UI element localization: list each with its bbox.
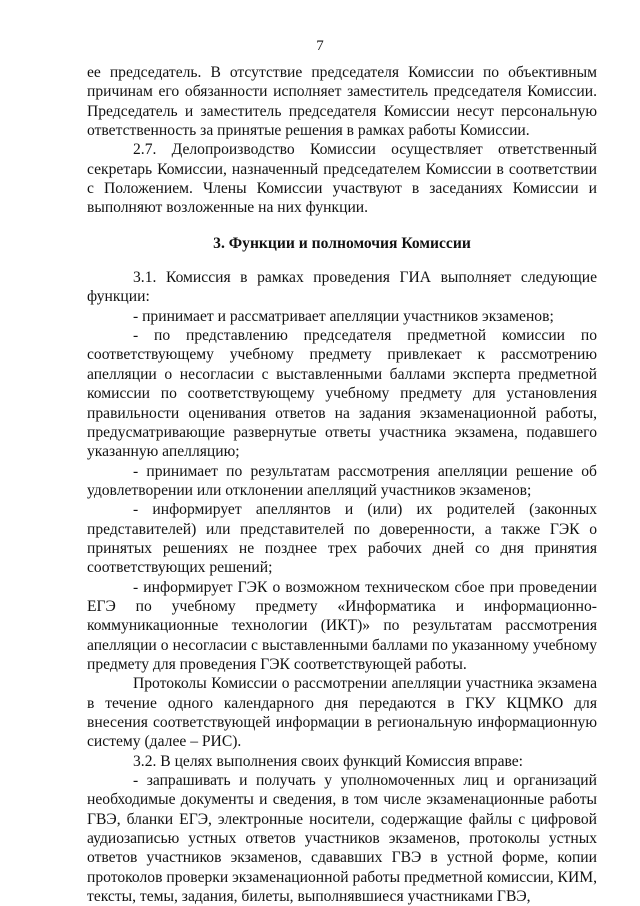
paragraph: - информирует ГЭК о возможном техническом сбое при проведении ЕГЭ по учебному предмету «Информатика и информационно-коммуникационные технологии (ИКТ)» по результатам рассмотрения апелляции о несогласии с выставленными баллами по указанному учебному предмету для проведения ГЭК соответствующей работы. <box>87 578 597 673</box>
section-heading: 3. Функции и полномочия Комиссии <box>213 234 471 252</box>
paragraph: - информирует апеллянтов и (или) их родителей (законных представителей) или представителей по доверенности, а также ГЭК о принятых решениях не позднее трех рабочих дней со дня принятия соответствующих решений; <box>87 501 597 577</box>
paragraph: - принимает и рассматривает апелляции участников экзаменов; <box>133 307 554 325</box>
paragraph: ее председатель. В отсутствие председателя Комиссии по объективным причинам его обязанности исполняет заместитель председателя Комиссии. Председатель и заместитель председателя Комиссии несут персональную ответственность за принятые решения в рамках работы Комиссии. <box>87 64 597 140</box>
paragraph: Протоколы Комиссии о рассмотрении апелляции участника экзамена в течение одного календарного дня передаются в ГКУ КЦМКО для внесения соответствующей информации в региональную информационную систему (далее – РИС). <box>87 675 597 751</box>
page-number: 7 <box>316 38 324 54</box>
section-3-body <box>87 268 597 906</box>
paragraph: 2.7. Делопроизводство Комиссии осуществляет ответственный секретарь Комиссии, назначенный председателем Комиссии в соответствии с Положением. Члены Комиссии участвуют в заседаниях Комиссии и выполняют возложенные на них функции. <box>87 141 597 217</box>
paragraph: 3.2. В целях выполнения своих функций Комиссия вправе: <box>133 752 524 770</box>
document-body <box>87 63 597 906</box>
paragraph: 3.1. Комиссия в рамках проведения ГИА выполняет следующие функции: <box>87 269 597 306</box>
paragraph: - запрашивать и получать у уполномоченных лиц и организаций необходимые документы и сведения, в том числе экзаменационные работы ГВЭ, бланки ЕГЭ, электронные носители, содержащие файлы с цифровой аудиозаписью устных ответов участников экзаменов, протоколы устных ответов участников экзаменов, сдававших ГВЭ в устной форме, копии протоколов проверки экзаменационной работы предметной комиссии, КИМ, тексты, темы, задания, билеты, выполнявшиеся участниками ГВЭ, <box>87 772 597 906</box>
paragraph: - по представлению председателя предметной комиссии по соответствующему учебному предмету привлекает к рассмотрению апелляции о несогласии с выставленными баллами эксперта предметной комиссии по соответствующему учебному предмету для установления правильности оценивания ответов на задания экзаменационной работы, предусматривающие развернутые ответы участника экзамена, подавшего указанную апелляцию; <box>87 327 597 461</box>
paragraph: - принимает по результатам рассмотрения апелляции решение об удовлетворении или отклонении апелляций участников экзаменов; <box>87 462 597 499</box>
section-2-continuation <box>87 63 597 218</box>
